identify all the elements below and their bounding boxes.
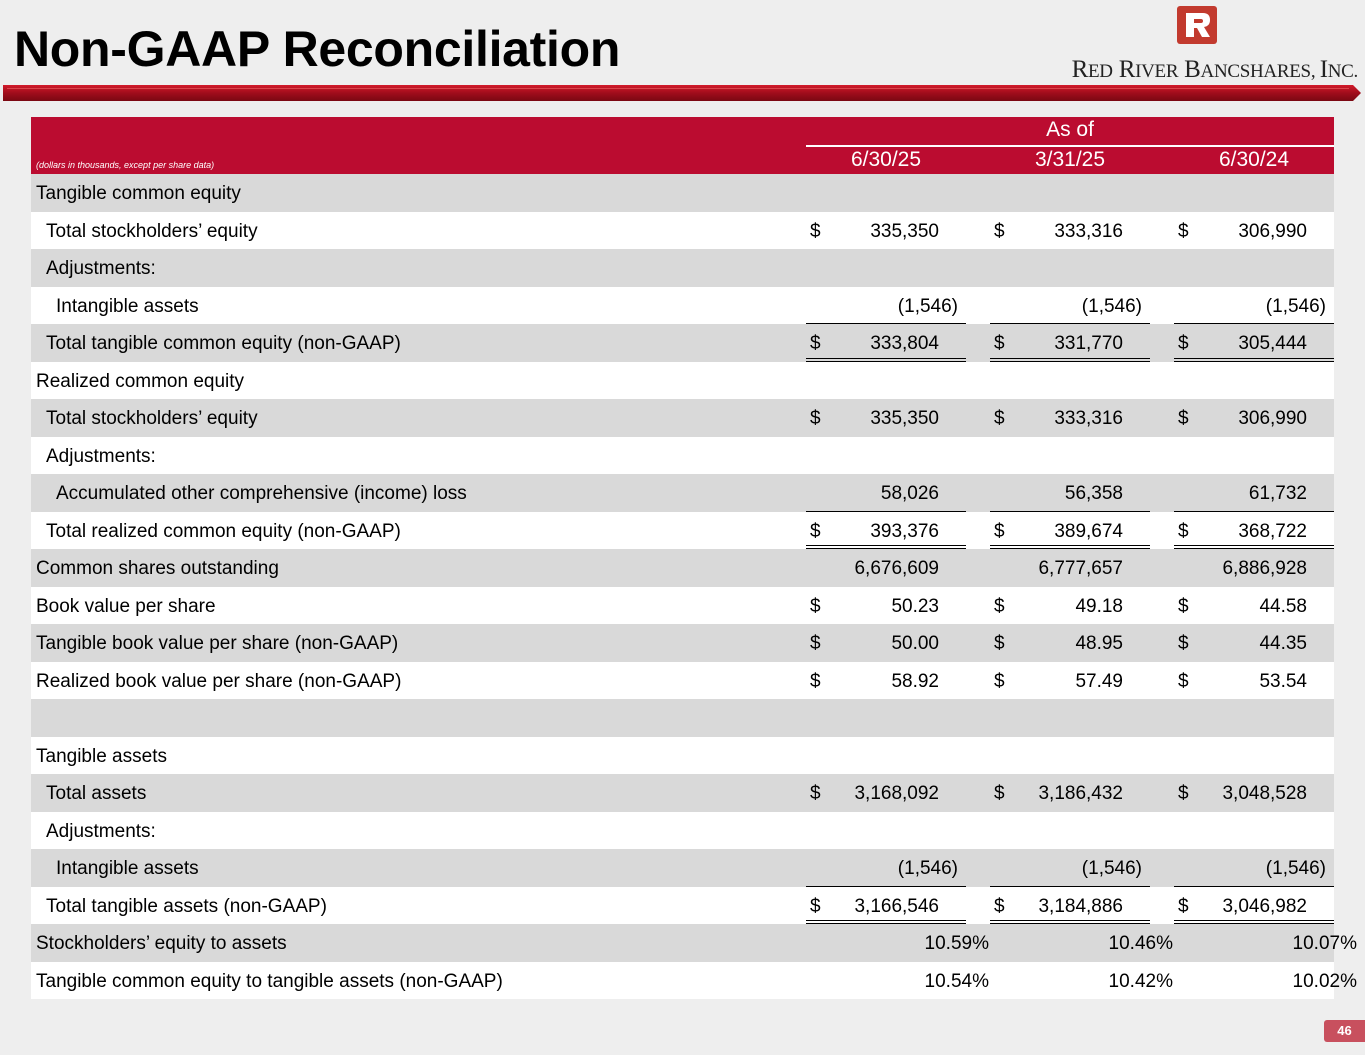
table-cell	[806, 549, 966, 587]
row-label: Common shares outstanding	[36, 558, 279, 579]
row-label: Tangible assets	[36, 745, 167, 767]
cell-value: 61,732	[1248, 483, 1307, 504]
table-row	[31, 887, 1334, 925]
currency-symbol: $	[810, 895, 821, 917]
table-row	[31, 662, 1334, 700]
table-body	[31, 174, 1357, 999]
row-label: Tangible common equity	[36, 183, 241, 204]
cell-value: 389,674	[1054, 520, 1123, 542]
company-name: RED RIVER BANCSHARES, INC.	[1071, 56, 1358, 83]
table-row	[31, 549, 1334, 587]
row-label: Total tangible common equity (non-GAAP)	[46, 333, 401, 354]
table-cell	[990, 324, 1150, 362]
cell-value: 44.58	[1259, 595, 1307, 617]
table-cell	[806, 662, 966, 700]
header-divider	[806, 145, 1334, 147]
cell-value: 58.92	[891, 670, 939, 692]
row-label: Book value per share	[36, 595, 216, 617]
cell-value: 48.95	[1075, 633, 1123, 654]
reconciliation-table	[31, 117, 1357, 999]
table-cell	[1174, 474, 1334, 512]
cell-value: 3,166,546	[854, 895, 939, 917]
table-row	[31, 249, 1334, 287]
table-cell	[990, 774, 1150, 812]
page-number: 46	[1324, 1020, 1365, 1042]
table-cell	[990, 512, 1150, 550]
table-row	[31, 587, 1334, 625]
table-cell	[1174, 512, 1334, 550]
table-row	[31, 212, 1334, 250]
column-header: 6/30/25	[850, 148, 922, 171]
table-cell	[1174, 624, 1334, 662]
currency-symbol: $	[1178, 333, 1189, 354]
cell-value: 10.54%	[924, 970, 989, 992]
table-cell	[806, 287, 966, 325]
cell-value: 53.54	[1259, 670, 1307, 692]
row-label: Total realized common equity (non-GAAP)	[46, 520, 401, 542]
currency-symbol: $	[810, 520, 821, 542]
row-label: Accumulated other comprehensive (income) loss	[56, 483, 467, 504]
currency-symbol: $	[1178, 595, 1189, 617]
cell-value: 10.07%	[1292, 933, 1357, 954]
table-cell	[806, 587, 966, 625]
cell-value: 50.23	[891, 595, 939, 617]
cell-value: (1,546)	[897, 295, 958, 317]
row-label: Tangible book value per share (non-GAAP)	[36, 633, 399, 654]
table-cell	[990, 399, 1150, 437]
cell-value: 333,804	[870, 333, 939, 354]
cell-value: 331,770	[1054, 333, 1123, 354]
row-label: Adjustments:	[46, 820, 156, 842]
cell-value: 50.00	[891, 633, 939, 654]
table-cell	[990, 849, 1150, 887]
table-cell	[1174, 662, 1334, 700]
table-cell	[990, 962, 1173, 1000]
page-title: Non-GAAP Reconciliation	[14, 21, 621, 77]
currency-symbol: $	[1178, 895, 1189, 917]
table-cell	[1174, 549, 1334, 587]
cell-value: 58,026	[880, 483, 939, 504]
cell-value: (1,546)	[1265, 295, 1326, 317]
row-label: Total stockholders’ equity	[46, 408, 258, 429]
row-label: Tangible common equity to tangible assets (non-GAAP)	[36, 970, 503, 992]
currency-symbol: $	[810, 595, 821, 617]
table-cell	[1174, 774, 1334, 812]
table-cell	[1174, 587, 1334, 625]
column-header: 3/31/25	[1034, 148, 1106, 171]
cell-value: 10.42%	[1108, 970, 1173, 992]
row-label: Stockholders’ equity to assets	[36, 933, 287, 954]
table-cell	[1174, 212, 1334, 250]
table-cell	[806, 962, 989, 1000]
currency-symbol: $	[994, 783, 1005, 804]
currency-symbol: $	[1178, 783, 1189, 804]
table-cell	[990, 212, 1150, 250]
currency-symbol: $	[994, 670, 1005, 692]
cell-value: 306,990	[1238, 220, 1307, 242]
row-label: Realized book value per share (non-GAAP)	[36, 670, 402, 692]
currency-symbol: $	[810, 333, 821, 354]
table-row	[31, 699, 1334, 737]
cell-value: 49.18	[1075, 595, 1123, 617]
table-cell	[990, 287, 1150, 325]
table-cell	[806, 924, 989, 962]
table-row	[31, 849, 1334, 887]
table-cell	[1174, 399, 1334, 437]
cell-value: 3,048,528	[1222, 783, 1307, 804]
currency-symbol: $	[1178, 520, 1189, 542]
units-note: (dollars in thousands, except per share data)	[36, 160, 215, 170]
row-label: Adjustments:	[46, 258, 156, 279]
cell-value: 333,316	[1054, 408, 1123, 429]
table-row	[31, 624, 1334, 662]
currency-symbol: $	[994, 333, 1005, 354]
cell-value: 10.46%	[1108, 933, 1173, 954]
table-cell	[990, 474, 1150, 512]
cell-value: 3,168,092	[854, 783, 939, 804]
table-row	[31, 174, 1334, 212]
currency-symbol: $	[810, 408, 821, 429]
currency-symbol: $	[1178, 408, 1189, 429]
cell-value: 306,990	[1238, 408, 1307, 429]
cell-value: (1,546)	[1081, 295, 1142, 317]
row-label: Adjustments:	[46, 445, 156, 467]
table-cell	[1174, 849, 1334, 887]
table-row	[31, 962, 1357, 1000]
table-cell	[990, 887, 1150, 925]
cell-value: 3,186,432	[1038, 783, 1123, 804]
row-label: Total stockholders’ equity	[46, 220, 258, 242]
currency-symbol: $	[994, 220, 1005, 242]
table-cell	[990, 662, 1150, 700]
row-label: Total tangible assets (non-GAAP)	[46, 895, 327, 917]
cell-value: 335,350	[870, 220, 939, 242]
table-cell	[806, 774, 966, 812]
cell-value: 3,184,886	[1038, 895, 1123, 917]
cell-value: 335,350	[870, 408, 939, 429]
currency-symbol: $	[810, 783, 821, 804]
currency-symbol: $	[994, 520, 1005, 542]
cell-value: 57.49	[1075, 670, 1123, 692]
cell-value: 10.02%	[1292, 970, 1357, 992]
cell-value: (1,546)	[1081, 858, 1142, 879]
table-cell	[806, 399, 966, 437]
table-cell	[806, 512, 966, 550]
row-label: Realized common equity	[36, 370, 245, 392]
table-cell	[990, 587, 1150, 625]
cell-value: 6,676,609	[854, 558, 939, 579]
table-row	[31, 774, 1334, 812]
cell-value: 368,722	[1238, 520, 1307, 542]
cell-value: 3,046,982	[1222, 895, 1307, 917]
table-row	[31, 924, 1357, 962]
table-cell	[806, 887, 966, 925]
currency-symbol: $	[810, 633, 821, 654]
table-cell	[990, 624, 1150, 662]
currency-symbol: $	[1178, 633, 1189, 654]
table-cell	[990, 924, 1173, 962]
table-row	[31, 437, 1334, 475]
table-cell	[806, 849, 966, 887]
row-label: Intangible assets	[56, 858, 199, 879]
cell-value: 44.35	[1259, 633, 1307, 654]
table-cell	[806, 324, 966, 362]
table-row	[31, 324, 1334, 362]
table-cell	[806, 624, 966, 662]
table-row	[31, 362, 1334, 400]
table-cell	[806, 474, 966, 512]
table-row	[31, 399, 1334, 437]
cell-value: 305,444	[1238, 333, 1307, 354]
table-row	[31, 287, 1334, 325]
currency-symbol: $	[994, 595, 1005, 617]
as-of-header: As of	[1046, 118, 1094, 141]
table-row	[31, 737, 1334, 775]
table-cell	[1174, 962, 1357, 1000]
table-row	[31, 474, 1334, 512]
table-cell	[1174, 887, 1334, 925]
currency-symbol: $	[1178, 670, 1189, 692]
table-cell	[806, 212, 966, 250]
cell-value: 393,376	[870, 520, 939, 542]
cell-value: 6,886,928	[1222, 558, 1307, 579]
header-banner	[3, 83, 1361, 103]
cell-value: 333,316	[1054, 220, 1123, 242]
cell-value: 6,777,657	[1038, 558, 1123, 579]
currency-symbol: $	[810, 670, 821, 692]
currency-symbol: $	[994, 408, 1005, 429]
cell-value: (1,546)	[1265, 858, 1326, 879]
row-label: Intangible assets	[56, 295, 199, 317]
cell-value: 56,358	[1064, 483, 1123, 504]
table-cell	[1174, 924, 1357, 962]
company-logo-icon	[1177, 6, 1217, 44]
currency-symbol: $	[994, 633, 1005, 654]
table-cell	[1174, 324, 1334, 362]
row-label: Total assets	[46, 783, 147, 804]
cell-value: 10.59%	[924, 933, 989, 954]
table-row	[31, 512, 1334, 550]
table-cell	[990, 549, 1150, 587]
table-header	[31, 117, 1334, 174]
table-cell	[1174, 287, 1334, 325]
currency-symbol: $	[1178, 220, 1189, 242]
column-header: 6/30/24	[1218, 148, 1290, 171]
cell-value: (1,546)	[897, 858, 958, 879]
currency-symbol: $	[810, 220, 821, 242]
table-row	[31, 812, 1334, 850]
currency-symbol: $	[994, 895, 1005, 917]
